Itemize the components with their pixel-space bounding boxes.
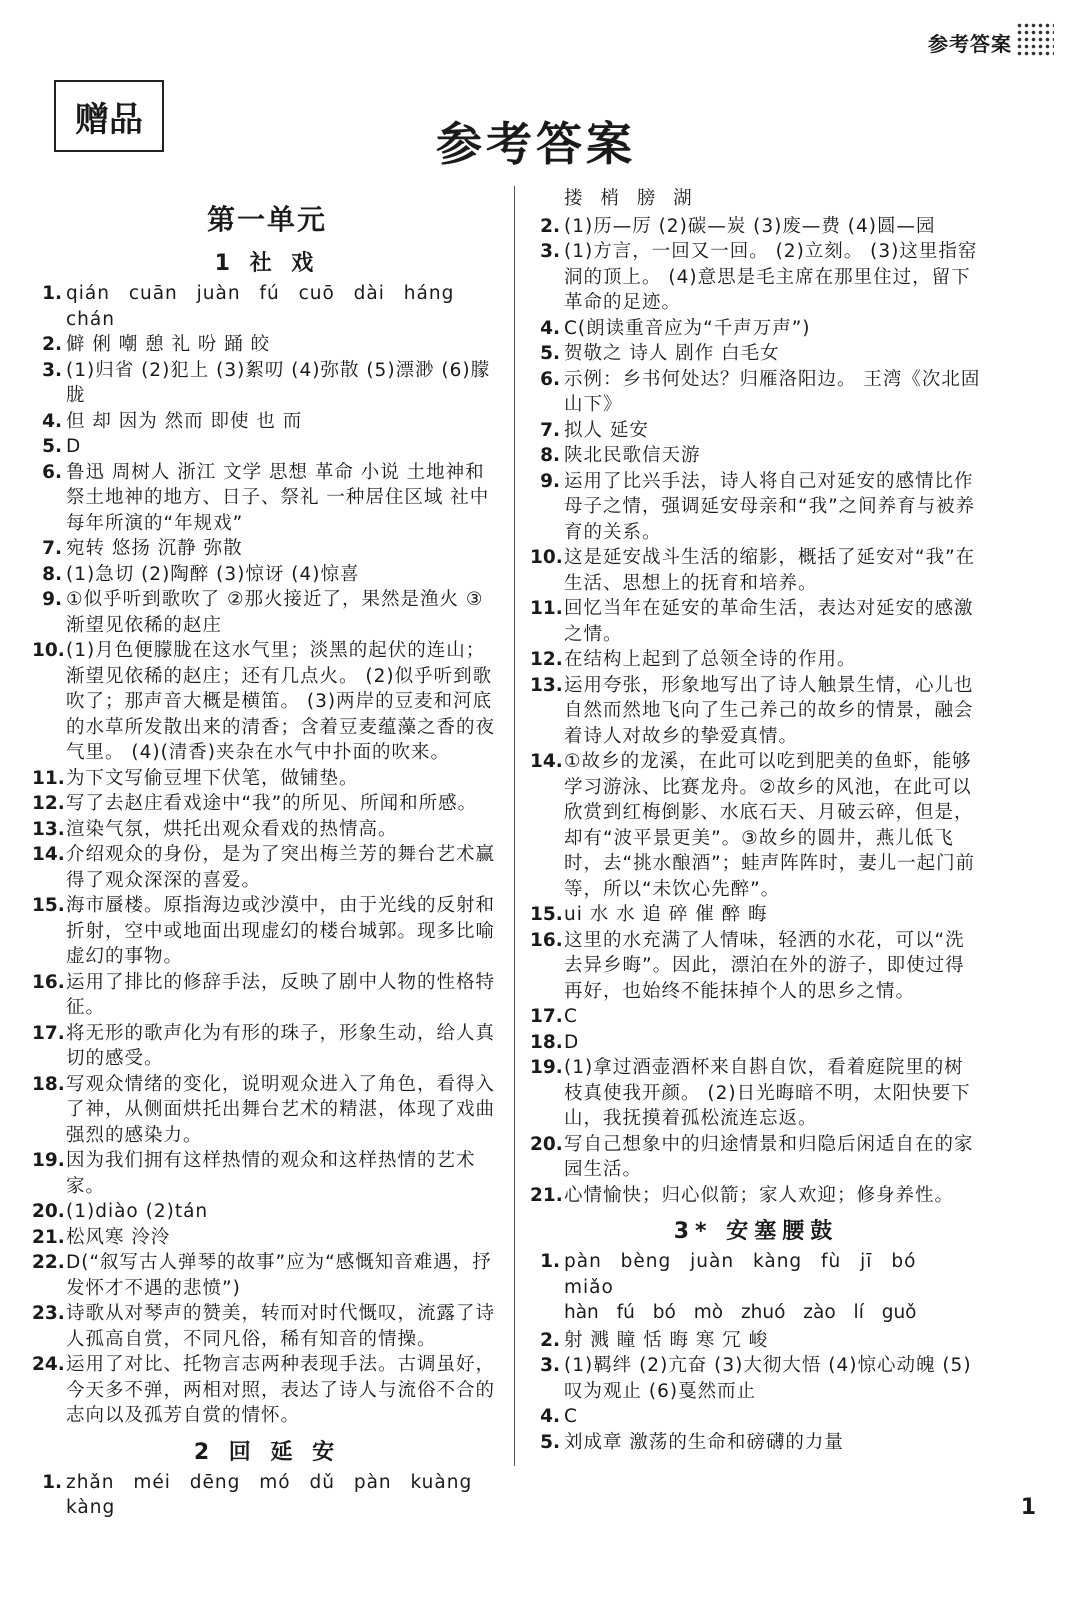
answer-text: 运用了比兴手法，诗人将自己对延安的感情比作母子之情，强调延安母亲和“我”之间养育与被养育的关系。: [564, 470, 976, 543]
answer-item: [530, 1328, 982, 1354]
answer-text: 写了去赵庄看戏途中“我”的所见、所闻和所感。: [66, 793, 478, 814]
left-column: [32, 186, 502, 1521]
answer-number: 13.: [530, 674, 563, 696]
answer-item: [32, 1250, 502, 1301]
answer-number: 1.: [540, 1251, 560, 1272]
answer-item: [530, 469, 982, 546]
answer-text: 陕北民歌信天游: [564, 445, 701, 466]
answer-text: D: [564, 1031, 580, 1053]
answer-item: [530, 418, 982, 444]
answer-number: 17.: [530, 1006, 563, 1027]
answer-number: 13.: [32, 818, 65, 840]
answer-number: 19.: [32, 1150, 65, 1171]
answer-item: [530, 367, 982, 418]
answer-item: [530, 239, 982, 316]
answer-text: 将无形的歌声化为有形的珠子，形象生动，给人真切的感受。: [66, 1022, 496, 1069]
answer-item: [530, 316, 982, 342]
answer-item: [530, 1030, 982, 1056]
answer-number: 21.: [32, 1226, 65, 1248]
answer-number: 7.: [540, 419, 560, 441]
answer-text: ①故乡的龙溪，在此可以吃到肥美的鱼虾，能够学习游泳、比赛龙舟。②故乡的风池，在此可以欣赏到红梅倒影、水底石天、月破云碎，但是，却有“波平景更美”。③故乡的圆井，燕儿低飞时，去“挑水酿酒”；蛙声阵阵时，妻儿一起门前等，所以“未饮心先醉”。: [564, 751, 976, 900]
answer-number: 8.: [42, 563, 62, 585]
answer-item: [32, 587, 502, 638]
column-divider: [514, 186, 515, 1466]
answer-text: 心情愉快；归心似箭；家人欢迎；修身养性。: [564, 1184, 955, 1206]
answer-list: [32, 281, 502, 1429]
answer-text: 回忆当年在延安的革命生活，表达对延安的感激之情。: [564, 598, 974, 645]
answer-text: C: [564, 1006, 578, 1027]
answer-text: 示例：乡书何处达？归雁洛阳边。 王湾《次北固山下》: [564, 368, 981, 415]
answer-text: 刘成章 激荡的生命和磅礴的力量: [564, 1431, 844, 1453]
answer-number: 16.: [530, 929, 563, 951]
answer-text: 射 溅 瞳 恬 晦 寒 冗 峻: [564, 1329, 769, 1351]
answer-item: [530, 214, 982, 240]
answer-item: [530, 1249, 982, 1300]
answer-number: 12.: [530, 649, 563, 670]
answer-item: [530, 647, 982, 673]
gift-badge: 赠品: [54, 80, 164, 152]
answer-item: [530, 928, 982, 1005]
answer-number: 10.: [32, 640, 65, 661]
lesson-heading: 1 社 戏: [214, 251, 320, 276]
answer-item: [32, 1301, 502, 1352]
answer-number: 11.: [32, 767, 65, 789]
answer-number: 20.: [530, 1133, 563, 1155]
answer-number: 4.: [42, 410, 62, 432]
answer-number: 23.: [32, 1303, 65, 1324]
answer-text: 渲染气氛，烘托出观众看戏的热情高。: [66, 818, 398, 840]
answer-number: 2.: [540, 1329, 560, 1351]
answer-text: 鲁迅 周树人 浙江 文学 思想 革命 小说 土地神和祭土地神的地方、日子、祭礼 一种居住区域 社中每年所演的“年规戏”: [66, 461, 490, 534]
answer-number: 9.: [42, 589, 62, 610]
answer-continuation: 搂 梢 膀 湖: [564, 188, 692, 209]
answer-text: 这里的水充满了人情味，轻洒的水花，可以“洗去异乡晦”。因此，漂泊在外的游子，即使过得再好，也始终不能抹掉个人的思乡之情。: [564, 929, 965, 1002]
answer-number: 15.: [530, 904, 563, 925]
answer-item: [32, 638, 502, 766]
answer-text: (1)羁绊 (2)亢奋 (3)大彻大悟 (4)惊心动魄 (5)叹为观止 (6)戛然而止: [564, 1355, 972, 1402]
answer-text: C(朗读重音应为“千声万声”): [564, 317, 811, 339]
answer-number: 8.: [540, 445, 560, 466]
answer-list: [32, 1470, 502, 1521]
answer-item: [32, 409, 502, 435]
page-number: 1: [1020, 1495, 1036, 1520]
answer-text: D: [66, 436, 82, 457]
answer-continuation: hàn fú bó mò zhuó zào lí guǒ: [564, 1302, 917, 1323]
answer-text: (1)归省 (2)犯上 (3)絮叨 (4)弥散 (5)漂渺 (6)朦胧: [66, 359, 491, 406]
answer-number: 6.: [42, 461, 62, 483]
answer-number: 16.: [32, 971, 65, 993]
lesson-heading: 3* 安塞腰鼓: [673, 1219, 839, 1244]
answer-number: 1.: [42, 1471, 62, 1493]
answer-item: [530, 749, 982, 902]
answer-item: [32, 562, 502, 588]
answer-number: 2.: [540, 215, 560, 237]
page-title: 参考答案: [436, 117, 636, 171]
answer-text: 写自己想象中的归途情景和归隐后闲适自在的家园生活。: [564, 1133, 974, 1180]
answer-text: qián cuān juàn fú cuō dài háng chán: [66, 283, 455, 330]
answer-text: 为下文写偷豆埋下伏笔，做铺垫。: [66, 767, 359, 789]
answer-item: [530, 1404, 982, 1430]
answer-item: [32, 970, 502, 1021]
answer-number: 7.: [42, 538, 62, 559]
answer-item: [530, 1132, 982, 1183]
answer-text: 写观众情绪的变化，说明观众进入了角色，看得入了神，从侧面烘托出舞台艺术的精湛，体现了戏曲强烈的感染力。: [66, 1073, 496, 1146]
answer-number: 9.: [540, 470, 560, 492]
answer-item: [32, 1352, 502, 1429]
answer-text: 松风寒 泠泠: [66, 1226, 171, 1248]
answer-number: 3.: [540, 241, 560, 262]
answer-item: [530, 1353, 982, 1404]
answer-item: [32, 766, 502, 792]
answer-number: 18.: [530, 1031, 563, 1053]
answer-number: 3.: [42, 359, 62, 381]
answer-text: 运用了排比的修辞手法，反映了剧中人物的性格特征。: [66, 971, 496, 1018]
answer-number: 24.: [32, 1354, 65, 1375]
answer-number: 11.: [530, 598, 563, 619]
answer-text: (1)拿过酒壶酒杯来自斟自饮，看着庭院里的树枝真使我开颜。 (2)日光晦暗不明，太阳快要下山，我抚摸着孤松流连忘返。: [564, 1057, 971, 1129]
answer-text: (1)diào (2)tán: [66, 1201, 209, 1222]
answer-item: [32, 281, 502, 332]
answer-number: 6.: [540, 368, 560, 390]
answer-text: 僻 俐 嘲 憩 礼 吩 踊 皎: [66, 334, 271, 355]
answer-item: [32, 332, 502, 358]
answer-text: 诗歌从对琴声的赞美，转而对时代慨叹，流露了诗人孤高自赏，不同凡俗，稀有知音的情操。: [66, 1303, 496, 1350]
answer-text: ui 水 水 追 碎 催 醉 晦: [564, 904, 768, 925]
answer-number: 22.: [32, 1252, 65, 1273]
right-column: [530, 186, 982, 1455]
answer-number: 4.: [540, 317, 560, 339]
answer-number: 1.: [42, 283, 62, 304]
answer-number: 5.: [540, 343, 560, 364]
answer-item: [530, 596, 982, 647]
answer-text: 宛转 悠扬 沉静 弥散: [66, 538, 243, 559]
answer-item: [32, 893, 502, 970]
answer-text: (1)月色便朦胧在这水气里；淡黑的起伏的连山；渐望见依稀的赵庄；还有几点火。 (2)似乎听到歌吹了；那声音大概是横笛。 (3)两岸的豆麦和河底的水草所发散出来的清香；含着豆麦蕴藻之香的夜气里。 (4)(清香)夹杂在水气中扑面的吹来。: [66, 640, 496, 763]
dots-decoration: [1016, 22, 1054, 58]
answer-text: 在结构上起到了总领全诗的作用。: [564, 649, 857, 670]
answer-text: 这是延安战斗生活的缩影，概括了延安对“我”在生活、思想上的抚育和培养。: [564, 547, 976, 594]
answer-number: 17.: [32, 1022, 65, 1044]
answer-number: 12.: [32, 793, 65, 814]
answer-text: pàn bèng juàn kàng fù jī bó miǎo: [564, 1251, 917, 1298]
answer-text: C: [564, 1406, 578, 1427]
answer-number: 4.: [540, 1406, 560, 1427]
answer-text: 贺敬之 诗人 剧作 白毛女: [564, 343, 780, 364]
header-tag: 参考答案: [928, 32, 1012, 56]
lesson-heading: 2 回 延 安: [193, 1439, 341, 1465]
answer-item: [32, 1225, 502, 1251]
answer-item: [32, 1148, 502, 1199]
answer-number: 2.: [42, 334, 62, 355]
answer-text: (1)急切 (2)陶醉 (3)惊讶 (4)惊喜: [66, 563, 360, 585]
answer-text: 介绍观众的身份，是为了突出梅兰芳的舞台艺术赢得了观众深深的喜爱。: [66, 844, 496, 891]
answer-item: [530, 341, 982, 367]
answer-item: [32, 1470, 502, 1521]
answer-text: 因为我们拥有这样热情的观众和这样热情的艺术家。: [66, 1150, 476, 1197]
answer-number: 5.: [42, 436, 62, 457]
answer-number: 21.: [530, 1184, 563, 1206]
answer-item: [32, 791, 502, 817]
answer-number: 18.: [32, 1073, 65, 1095]
answer-number: 15.: [32, 895, 65, 916]
answer-list: [530, 214, 982, 1209]
answer-number: 3.: [540, 1355, 560, 1376]
answer-item: [530, 1183, 982, 1209]
answer-number: 10.: [530, 547, 563, 568]
answer-item: [530, 545, 982, 596]
answer-number: 5.: [540, 1431, 560, 1453]
answer-item: [32, 817, 502, 843]
answer-text: (1)历—厉 (2)碳—炭 (3)废—费 (4)圆—园: [564, 215, 936, 237]
answer-text: 运用了对比、托物言志两种表现手法。古调虽好，今天多不弹，两相对照，表达了诗人与流俗不合的志向以及孤芳自赏的情怀。: [66, 1354, 496, 1426]
answer-item: [530, 902, 982, 928]
answer-text: 海市蜃楼。原指海边或沙漠中，由于光线的反射和折射，空中或地面出现虚幻的楼台城郭。现多比喻虚幻的事物。: [66, 895, 496, 967]
answer-text: D(“叙写古人弹琴的故事”应为“感慨知音难遇，抒发怀才不遇的悲愤”): [66, 1252, 492, 1299]
answer-item: [530, 1430, 982, 1456]
answer-text: (1)方言，一回又一回。 (2)立刻。 (3)这里指窑洞的顶上。 (4)意思是毛主席在那里住过，留下革命的足迹。: [564, 241, 978, 313]
answer-number: 19.: [530, 1057, 563, 1078]
answer-item: [32, 842, 502, 893]
answer-list: [530, 1328, 982, 1456]
answer-item: [530, 1004, 982, 1030]
answer-text: 运用夸张，形象地写出了诗人触景生情，心儿也自然而然地飞向了生己养己的故乡的情景，融会着诗人对故乡的挚爱真情。: [564, 674, 974, 747]
answer-item: [32, 1199, 502, 1225]
answer-list: [530, 1249, 982, 1300]
answer-number: 20.: [32, 1201, 65, 1222]
answer-item: [32, 460, 502, 537]
answer-text: 但 却 因为 然而 即使 也 而: [66, 410, 303, 432]
answer-item: [32, 1021, 502, 1072]
unit-heading: 第一单元: [206, 203, 327, 236]
answer-item: [530, 1055, 982, 1132]
answer-item: [32, 434, 502, 460]
answer-item: [530, 673, 982, 750]
answer-item: [32, 536, 502, 562]
answer-text: zhǎn méi dēng mó dǔ pàn kuàng kàng: [66, 1471, 473, 1518]
answer-item: [32, 1072, 502, 1149]
answer-text: ①似乎听到歌吹了 ②那火接近了，果然是渔火 ③渐望见依稀的赵庄: [66, 589, 484, 636]
answer-number: 14.: [530, 751, 563, 772]
answer-item: [32, 358, 502, 409]
answer-item: [530, 443, 982, 469]
answer-text: 拟人 延安: [564, 419, 649, 441]
answer-number: 14.: [32, 844, 65, 865]
